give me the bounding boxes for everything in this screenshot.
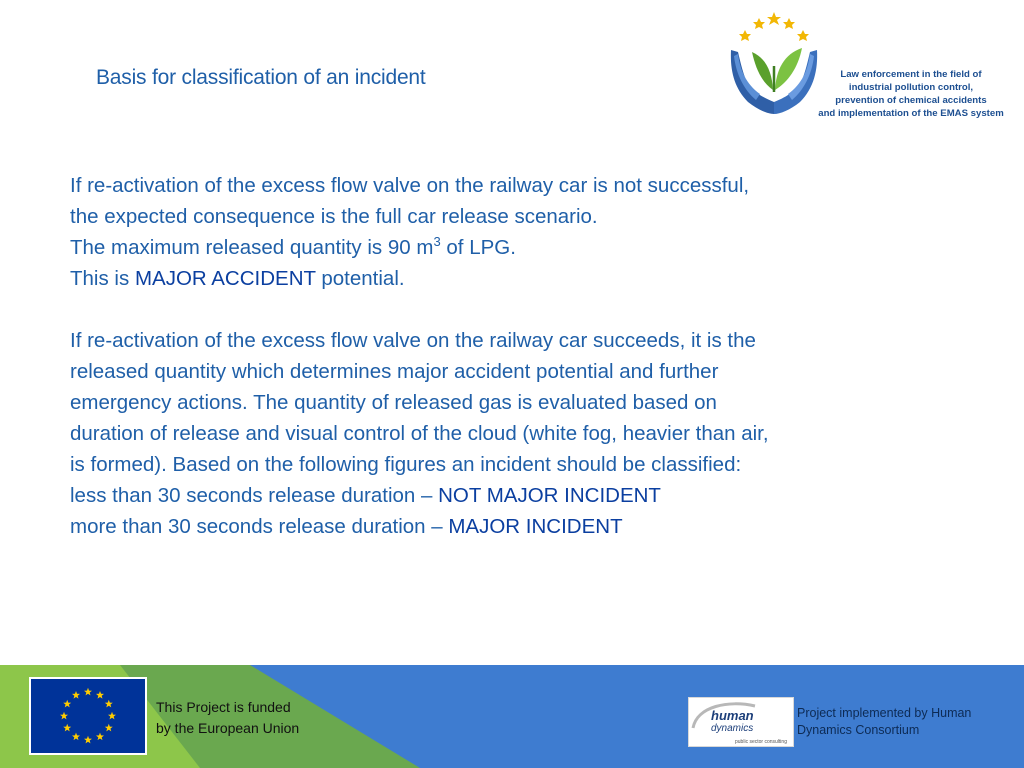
funded-line: by the European Union [156, 719, 300, 736]
body-line: duration of release and visual control of the cloud (white fog, heavier than air, [70, 422, 769, 445]
body-text-segment: The maximum released quantity is 90 m [70, 236, 434, 259]
eu-flag-icon [29, 677, 147, 755]
project-logo-line: prevention of chemical accidents [835, 95, 987, 106]
hd-logo-tagline: public sector consulting [735, 739, 787, 745]
emphasis-major-incident: MAJOR INCIDENT [448, 515, 623, 538]
eu-star-icon [84, 688, 92, 696]
eu-stars [31, 679, 145, 753]
project-logo-line: Law enforcement in the field of [840, 69, 982, 80]
body-line: If re-activation of the excess flow valve on the railway car succeeds, it is the [70, 329, 756, 352]
eu-star-icon [72, 733, 80, 741]
paragraph-spacer [70, 294, 930, 325]
human-dynamics-mark [689, 698, 793, 746]
project-logo-line: industrial pollution control, [848, 82, 974, 93]
project-logo [726, 10, 1016, 130]
eu-star-icon [60, 712, 68, 720]
eu-star-icon [63, 724, 71, 732]
body-text-segment: more than 30 seconds release duration – [70, 515, 449, 538]
superscript: 3 [433, 234, 441, 250]
body-line [70, 480, 930, 511]
body-line: released quantity which determines major accident potential and further [70, 360, 719, 383]
body-text-segment: This is [70, 267, 135, 290]
project-logo-text [806, 68, 1016, 120]
body-text-segment: potential. [315, 267, 405, 290]
body-text-segment: less than 30 seconds release duration – [70, 484, 439, 507]
body-line [70, 511, 930, 542]
emphasis-not-major-incident: NOT MAJOR INCIDENT [438, 484, 661, 507]
project-logo-line: and implementation of the EMAS system [818, 108, 1004, 119]
eu-star-icon [96, 733, 104, 741]
eu-star-icon [63, 700, 71, 708]
implemented-text [797, 705, 1007, 739]
eu-star-icon [72, 691, 80, 699]
footer-band [0, 665, 1024, 768]
implemented-line: Dynamics Consortium [797, 723, 920, 737]
slide-title: Basis for classification of an incident [96, 66, 426, 89]
body-line [70, 263, 930, 294]
body-line: emergency actions. The quantity of released gas is evaluated based on [70, 391, 717, 414]
hd-logo-word: human [711, 708, 754, 723]
hd-logo-word: dynamics [711, 723, 754, 734]
funded-line: This Project is funded [156, 699, 291, 715]
human-dynamics-logo [688, 697, 794, 747]
body-line: If re-activation of the excess flow valve on the railway car is not successful, [70, 174, 750, 197]
emphasis-major-accident: MAJOR ACCIDENT [134, 267, 316, 290]
eu-star-icon [105, 700, 113, 708]
eu-star-icon [105, 724, 113, 732]
body-line: is formed). Based on the following figures an incident should be classified: [70, 453, 742, 476]
body-line: the expected consequence is the full car release scenario. [70, 205, 598, 228]
body-text-segment: of LPG. [440, 236, 516, 259]
body-line [70, 232, 930, 263]
eu-star-icon [108, 712, 116, 720]
eu-star-icon [96, 691, 104, 699]
slide-body [70, 170, 930, 542]
implemented-line: Project implemented by Human [797, 706, 972, 720]
funded-text [156, 697, 356, 738]
eu-star-icon [84, 736, 92, 744]
